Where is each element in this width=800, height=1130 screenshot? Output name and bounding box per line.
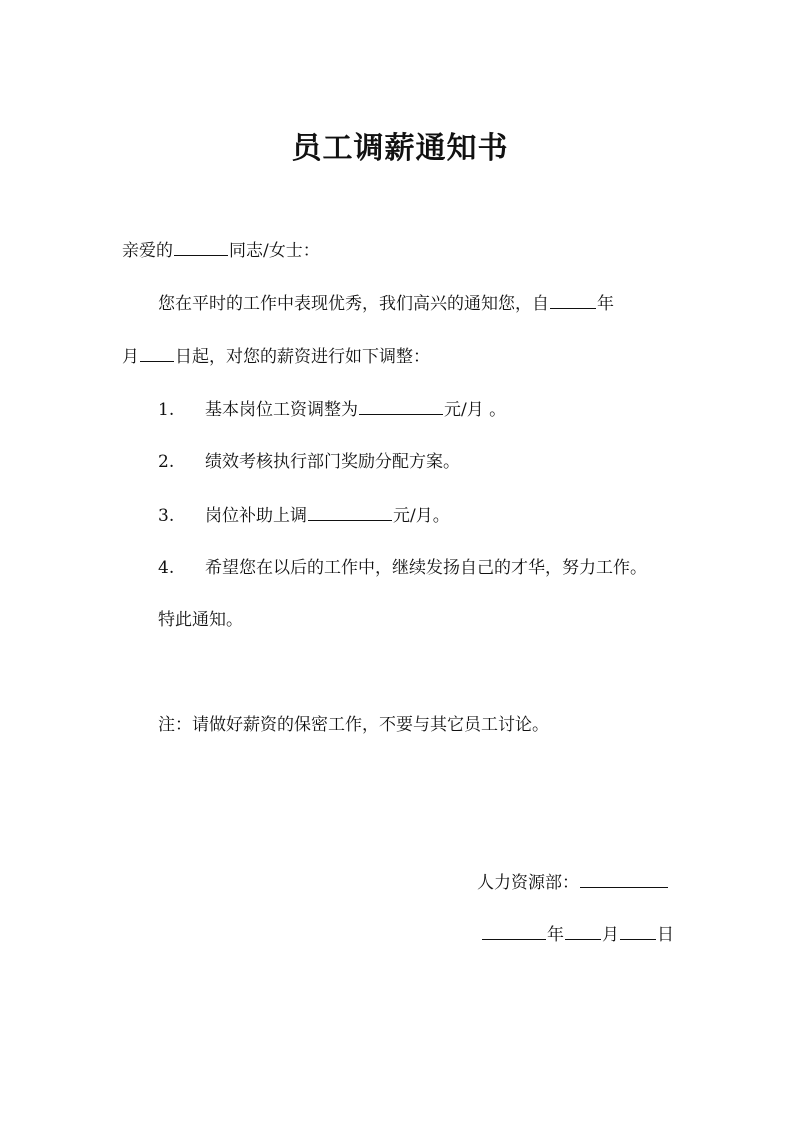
list-item-3: [158, 502, 450, 529]
list-text-before: 基本岗位工资调整为: [205, 400, 358, 420]
list-number: 4.: [158, 558, 175, 578]
list-item-2: [158, 449, 460, 475]
salutation-line: [122, 237, 320, 264]
intro-text-2: 日起，对您的薪资进行如下调整：: [175, 347, 430, 367]
list-text: 希望您在以后的工作中，继续发扬自己的才华，努力工作。: [205, 558, 647, 578]
sign-day-label: 日: [657, 925, 674, 945]
salutation-prefix: 亲爱的: [122, 241, 173, 261]
dept-label: 人力资源部：: [477, 873, 579, 893]
allowance-blank: [308, 502, 392, 521]
intro-year-label: 年: [597, 294, 614, 314]
confidentiality-note: 注：请做好薪资的保密工作，不要与其它员工讨论。: [158, 715, 549, 735]
sign-month-blank: [565, 921, 601, 940]
intro-month-label: 月: [122, 347, 139, 367]
list-text-after: 元/月。: [393, 506, 450, 526]
signature-dept-line: [477, 869, 669, 896]
sign-month-label: 月: [602, 925, 619, 945]
intro-line-2: [122, 343, 430, 370]
list-text-before: 岗位补助上调: [205, 506, 307, 526]
list-number: 1.: [158, 400, 175, 420]
document-title: 员工调薪通知书: [291, 131, 509, 166]
intro-line-1: [158, 290, 614, 317]
intro-text-1: 您在平时的工作中表现优秀，我们高兴的通知您，自: [158, 294, 549, 314]
sign-year-blank: [482, 921, 546, 940]
list-item-1: [158, 396, 506, 423]
sign-day-blank: [620, 921, 656, 940]
salary-blank: [359, 396, 443, 415]
list-number: 2.: [158, 452, 175, 472]
list-text: 绩效考核执行部门奖励分配方案。: [205, 452, 460, 472]
salutation-suffix: 同志/女士：: [229, 241, 320, 261]
name-blank: [174, 237, 228, 256]
dept-signature-blank: [580, 869, 668, 888]
signature-date-line: [481, 921, 674, 948]
list-number: 3.: [158, 506, 175, 526]
list-text-after: 元/月 。: [444, 400, 507, 420]
closing-line: 特此通知。: [158, 610, 243, 630]
sign-year-label: 年: [547, 925, 564, 945]
day-blank: [140, 343, 174, 362]
list-item-4: [158, 555, 647, 581]
year-blank: [550, 290, 596, 309]
